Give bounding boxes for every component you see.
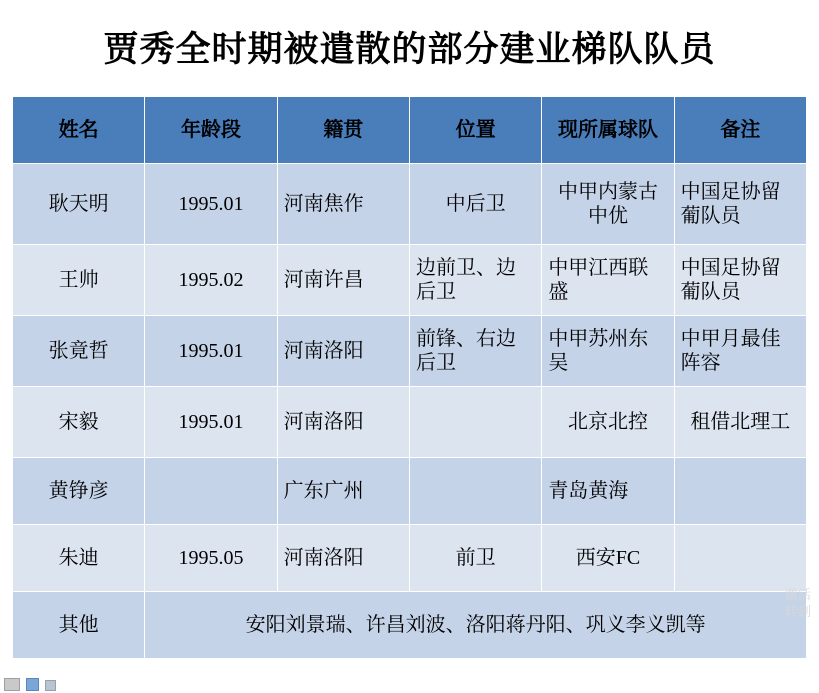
- cell-origin: 河南许昌: [277, 245, 409, 316]
- cell-club: 西安FC: [542, 525, 674, 592]
- cell-name: 王帅: [13, 245, 145, 316]
- cell-note: 租借北理工: [674, 387, 806, 458]
- table-header-row: [13, 97, 807, 164]
- small-app-icon[interactable]: [45, 680, 56, 691]
- cell-age: 1995.01: [145, 316, 277, 387]
- taskbar: [0, 677, 819, 693]
- table-body: [13, 164, 807, 659]
- cell-note: 中甲月最佳阵容: [674, 316, 806, 387]
- cell-age: 1995.05: [145, 525, 277, 592]
- cell-note: 中国足协留葡队员: [674, 164, 806, 245]
- column-header-age: 年龄段: [145, 97, 277, 164]
- cell-name: 朱迪: [13, 525, 145, 592]
- roster-table: [12, 96, 807, 659]
- cell-position: 前锋、右边后卫: [409, 316, 541, 387]
- cell-origin: 河南洛阳: [277, 525, 409, 592]
- window-icon[interactable]: [4, 678, 20, 691]
- column-header-origin: 籍贯: [277, 97, 409, 164]
- cell-note: [674, 525, 806, 592]
- cell-position: [409, 387, 541, 458]
- column-header-position: 位置: [409, 97, 541, 164]
- table-header: [13, 97, 807, 164]
- cell-age: [145, 458, 277, 525]
- cell-position: [409, 458, 541, 525]
- cell-club: 中甲江西联盛: [542, 245, 674, 316]
- cell-other-players: 安阳刘景瑞、许昌刘波、洛阳蒋丹阳、巩义李义凯等: [145, 592, 807, 659]
- table-row: [13, 245, 807, 316]
- cell-name: 宋毅: [13, 387, 145, 458]
- page-title: 贾秀全时期被遣散的部分建业梯队队员: [103, 30, 716, 69]
- cell-club: 青岛黄海: [542, 458, 674, 525]
- cell-position: 中后卫: [409, 164, 541, 245]
- table-row: [13, 458, 807, 525]
- roster-table-container: [12, 96, 807, 659]
- table-row: [13, 525, 807, 592]
- cell-club: 中甲苏州东吴: [542, 316, 674, 387]
- table-row: [13, 316, 807, 387]
- column-header-club: 现所属球队: [542, 97, 674, 164]
- cell-name: 张竟哲: [13, 316, 145, 387]
- watermark-line-1: 激活: [784, 587, 811, 603]
- cell-club: 北京北控: [542, 387, 674, 458]
- table-row-other: [13, 592, 807, 659]
- cell-age: 1995.01: [145, 164, 277, 245]
- cell-origin: 河南焦作: [277, 164, 409, 245]
- cell-name: 其他: [13, 592, 145, 659]
- cell-note: 中国足协留葡队员: [674, 245, 806, 316]
- cell-age: 1995.02: [145, 245, 277, 316]
- table-row: [13, 387, 807, 458]
- cell-age: 1995.01: [145, 387, 277, 458]
- table-row: [13, 164, 807, 245]
- cell-position: 前卫: [409, 525, 541, 592]
- watermark-line-2: 转到: [784, 604, 811, 620]
- cell-origin: 河南洛阳: [277, 316, 409, 387]
- cell-note: [674, 458, 806, 525]
- cell-origin: 河南洛阳: [277, 387, 409, 458]
- app-icon[interactable]: [26, 678, 39, 691]
- taskbar-icon-group: [4, 678, 56, 691]
- cell-name: 黄铮彦: [13, 458, 145, 525]
- cell-origin: 广东广州: [277, 458, 409, 525]
- cell-name: 耿天明: [13, 164, 145, 245]
- column-header-note: 备注: [674, 97, 806, 164]
- cell-club: 中甲内蒙古中优: [542, 164, 674, 245]
- column-header-name: 姓名: [13, 97, 145, 164]
- cell-position: 边前卫、边后卫: [409, 245, 541, 316]
